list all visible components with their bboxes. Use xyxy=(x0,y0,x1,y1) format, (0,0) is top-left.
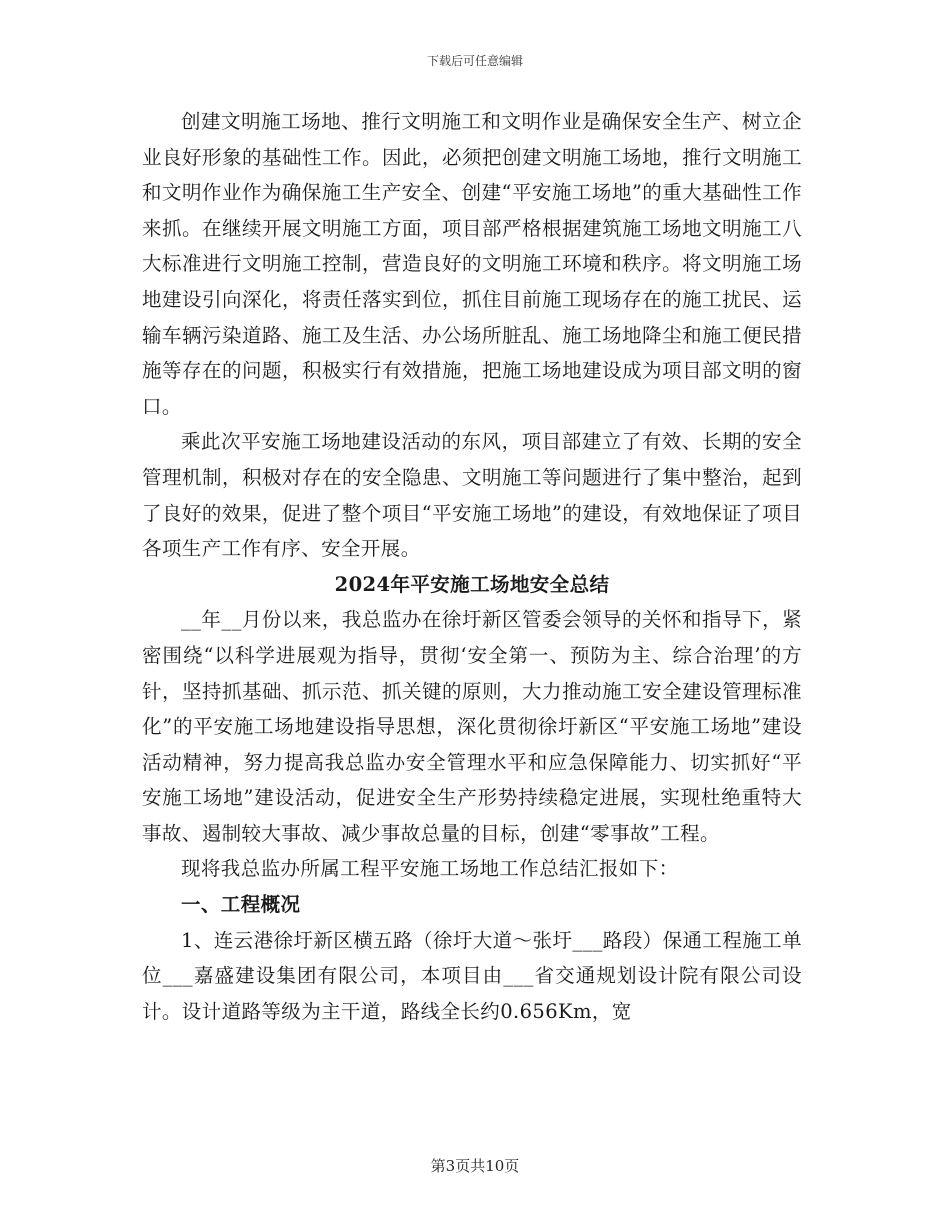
paragraph-report-intro: 现将我总监办所属工程平安施工场地工作总结汇报如下： xyxy=(181,857,679,881)
paragraph-safety-mechanism: 乘此次平安施工场地建设活动的东风，项目部建立了有效、长期的安全管理机制，积极对存在的安全隐患、文明施工等问题进行了集中整治，起到了良好的效果，促进了整个项目“平安施工场地”的建设，有效地保证了项目各项生产工作有序、安全开展。 xyxy=(142,430,802,561)
page-header: 下载后可任意编辑 xyxy=(426,54,523,68)
paragraph-civilized-construction: 创建文明施工场地、推行文明施工和文明作业是确保安全生产、树立企业良好形象的基础性工作。因此，必须把创建文明施工场地，推行文明施工和文明作业作为确保施工生产安全、创建“平安施工场地”的重大基础性工作来抓。在继续开展文明施工方面，项目部严格根据建筑施工场地文明施工八大标准进行文明施工控制，营造良好的文明施工环境和秩序。将文明施工场地建设引向深化，将责任落实到位，抓住目前施工现场存在的施工扰民、运输车辆污染道路、施工及生活、办公场所脏乱、施工场地降尘和施工便民措施等存在的问题，积极实行有效措施，把施工场地建设成为项目部文明的窗口。 xyxy=(142,110,802,418)
section-title: 2024年平安施工场地安全总结 xyxy=(334,572,610,596)
subheading-project-overview: 一、工程概况 xyxy=(181,893,301,917)
paragraph-introduction: __年__月份以来，我总监办在徐圩新区管委会领导的关怀和指导下，紧密围绕“以科学进展观为指导，贯彻‘安全第一、预防为主、综合治理’的方针，坚持抓基础、抓示范、抓关键的原则，大力推动施工安全建设管理标准化”的平安施工场地建设指导思想，深化贯彻徐圩新区“平安施工场地”建设活动精神，努力提高我总监办安全管理水平和应急保障能力、切实抓好“平安施工场地”建设活动，促进安全生产形势持续稳定进展，实现杜绝重特大事故、遏制较大事故、减少事故总量的目标，创建“零事故”工程。 xyxy=(142,608,802,845)
document-body xyxy=(142,104,802,1029)
paragraph-project-details: 1、连云港徐圩新区横五路（徐圩大道～张圩___路段）保通工程施工单位___嘉盛建设集团有限公司，本项目由___省交通规划设计院有限公司设计。设计道路等级为主干道，路线全长约0.656Km，宽 xyxy=(142,928,802,1023)
page-footer: 第3页共10页 xyxy=(430,1157,520,1175)
